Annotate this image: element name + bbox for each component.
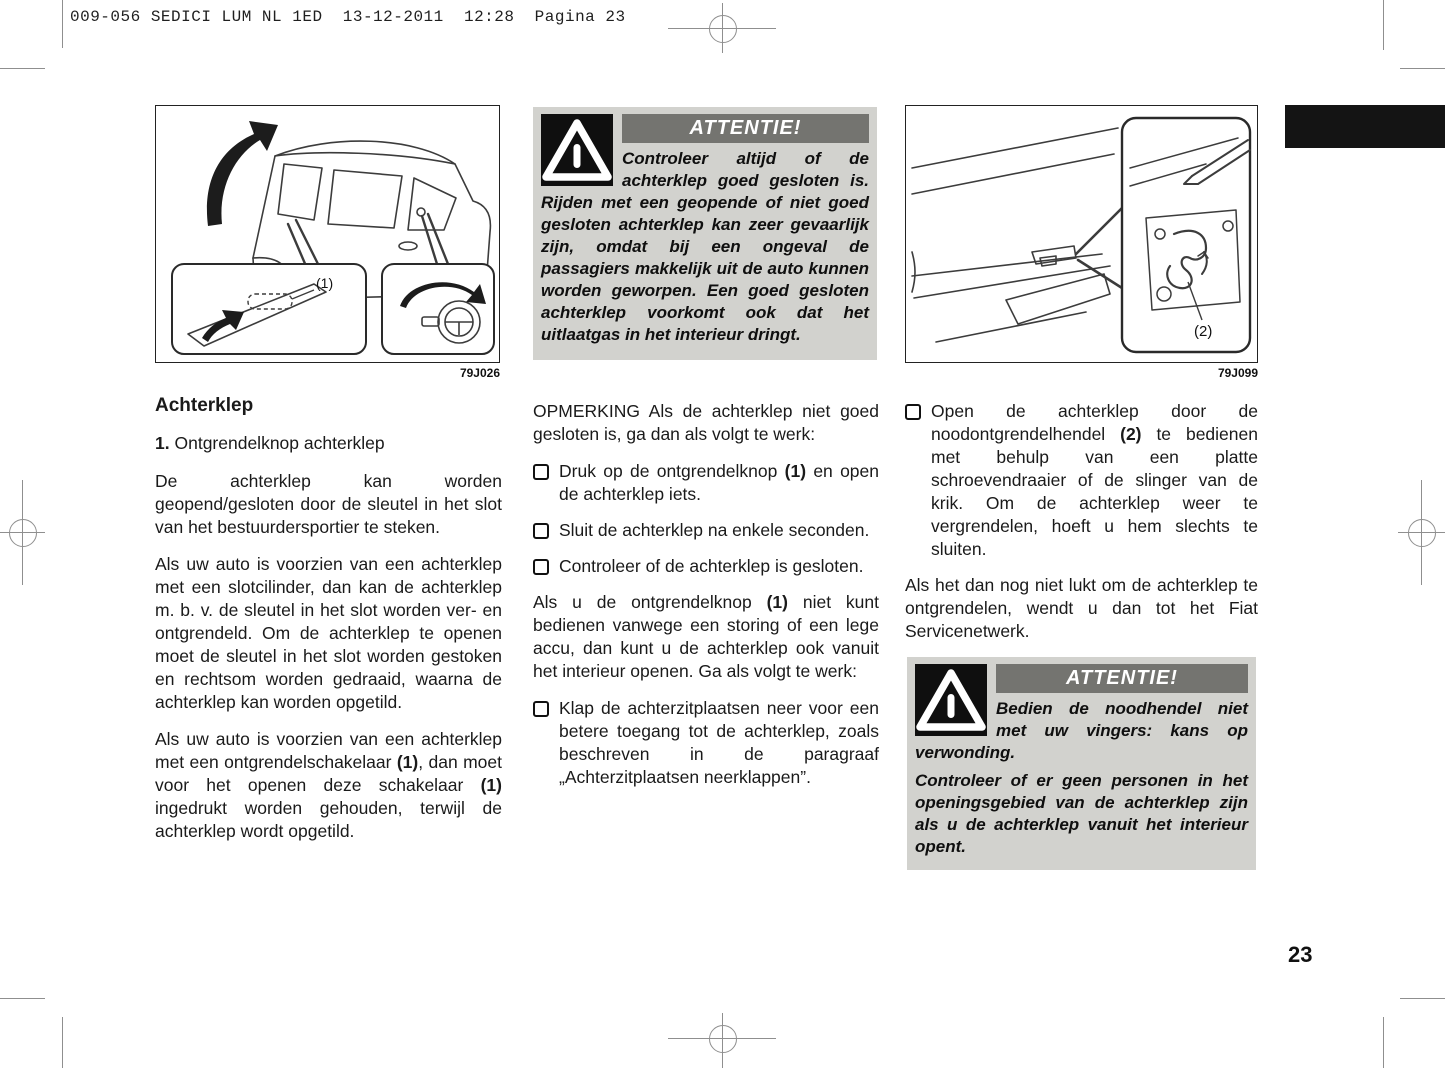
page-number: 23	[1288, 942, 1313, 967]
figure-caption: 79J026	[459, 366, 500, 380]
item-number: 1.	[155, 433, 170, 453]
right-column	[905, 400, 1258, 657]
list-item	[533, 460, 879, 506]
latch-inset	[1122, 118, 1250, 352]
section-heading: Achterklep	[155, 395, 254, 416]
attention-box-middle	[533, 107, 877, 360]
label-2: (2)	[1194, 323, 1213, 340]
numbered-item	[155, 432, 502, 455]
square-bullet-icon	[533, 464, 549, 480]
attention-box-right	[907, 657, 1256, 870]
registration-mark	[1408, 519, 1436, 547]
crop-mark	[62, 1017, 63, 1068]
square-bullet-icon	[533, 559, 549, 575]
tailgate-latch-illustration	[906, 106, 1257, 362]
label-1: (1)	[316, 275, 334, 291]
paragraph: Als uw auto is voorzien van een achterklep met een ontgrendelschakelaar (1), dan moet voor het openen deze schakelaar (1) ingedrukt worden gehouden, terwijl de achterklep wordt opgetild.	[155, 729, 502, 841]
figure-caption: 79J099	[1217, 366, 1258, 380]
list-item-text: Klap de achterzitplaatsen neer voor een betere toegang tot de achterklep, zoals beschreven in de paragraaf „Achterzitplaatsen neerklappen”.	[559, 698, 879, 787]
square-bullet-icon	[533, 701, 549, 717]
paragraph: Als het dan nog niet lukt om de achterklep te ontgrendelen, wendt u dan tot het Fiat Servicenetwerk.	[905, 575, 1258, 641]
paragraph: Als u de ontgrendelknop (1) niet kunt bedienen vanwege een storing of een lege accu, dan kunt u de achterklep ook vanuit het interieur openen. Ga als volgt te werk:	[533, 592, 879, 681]
attention-body: Controleer altijd of de achterklep goed gesloten is. Rijden met een geopende of niet goed gesloten achterklep kan zeer gevaarlijk zijn, omdat bij een ongeval de passagiers makkelijk uit de auto kunnen worden geworpen. Een goed gesloten achterklep voorkomt ook dat het uitlaatgas in het interieur dringt.	[541, 149, 869, 344]
hatch-open-arrow-icon	[207, 121, 278, 226]
key-inset	[382, 264, 494, 354]
figure-emergency-release	[905, 105, 1258, 363]
list-item	[905, 400, 1258, 561]
attention-title: ATTENTIE!	[622, 114, 869, 143]
list-item	[533, 519, 879, 542]
section-bleed-tab	[1285, 105, 1445, 148]
crop-mark	[0, 998, 45, 999]
list-item-text: Sluit de achterklep na enkele seconden.	[559, 520, 870, 540]
crop-mark	[1400, 68, 1445, 69]
square-bullet-icon	[905, 404, 921, 420]
registration-mark	[709, 1025, 737, 1053]
paragraph: Als uw auto is voorzien van een achterklep met een slotcilinder, dan kan de achterklep m. b. v. de sleutel in het slot worden ver- en ontgrendeld. Om de achterklep te openen moet de sleutel in het slot worden gestoken en rechtsom worden gedraaid, waarna de achterklep kan worden opgetild.	[155, 554, 502, 712]
car-tailgate-illustration	[156, 106, 499, 362]
list-item	[533, 697, 879, 789]
crop-mark	[62, 0, 63, 48]
crop-mark	[1383, 1017, 1384, 1068]
list-item-text: Druk op de ontgrendelknop (1) en open de achterklep iets.	[559, 461, 880, 504]
attention-body: Controleer of er geen personen in het openingsgebied van de achterklep zijn als u de achterklep vanuit het interieur opent.	[915, 771, 1248, 856]
attention-body: Bedien de noodhendel niet met uw vingers: kans op verwonding.	[915, 699, 1248, 762]
registration-mark	[9, 519, 37, 547]
square-bullet-icon	[533, 523, 549, 539]
print-header: 009-056 SEDICI LUM NL 1ED 13-12-2011 12:28 Pagina 23	[70, 8, 626, 26]
warning-triangle-icon	[541, 114, 613, 186]
list-item-text: Controleer of de achterklep is gesloten.	[559, 556, 864, 576]
crop-mark	[1383, 0, 1384, 50]
registration-mark	[709, 15, 737, 43]
warning-triangle-icon	[915, 664, 987, 736]
list-item	[533, 555, 879, 578]
left-column	[155, 394, 502, 857]
crop-mark	[0, 68, 45, 69]
attention-title: ATTENTIE!	[996, 664, 1248, 693]
crop-mark	[1400, 998, 1445, 999]
handle-inset	[172, 264, 366, 354]
paragraph: De achterklep kan worden geopend/gesloten door de sleutel in het slot van het bestuurdersportier te steken.	[155, 471, 502, 537]
figure-tailgate-car	[155, 105, 500, 363]
middle-column	[533, 400, 879, 802]
item-label: Ontgrendelknop achterklep	[174, 433, 385, 453]
list-item-text: Open de achterklep door de noodontgrendelhendel (2) te bedienen met behulp van een platte schroevendraaier of de slinger van de krik. Om de achterklep weer te vergrendelen, hoeft u hem slechts te sluiten.	[931, 401, 1258, 559]
note-paragraph: OPMERKING Als de achterklep niet goed gesloten is, ga dan als volgt te werk:	[533, 401, 879, 444]
